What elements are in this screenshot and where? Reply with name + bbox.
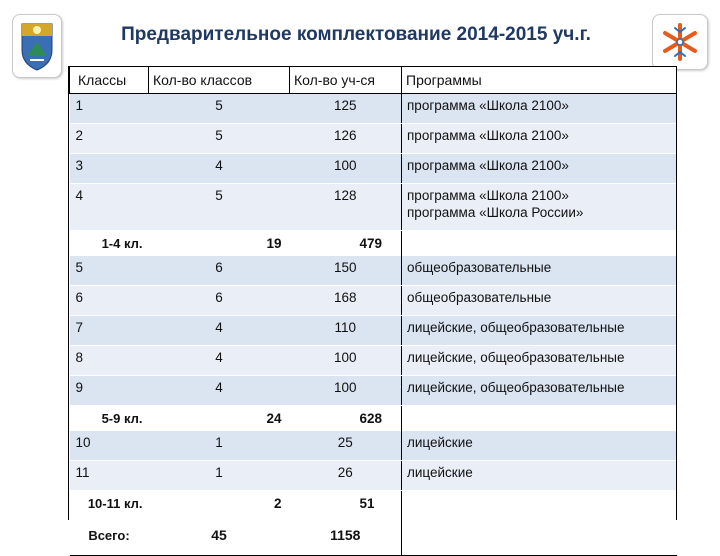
- cell-program: лицейские, общеобразовательные: [402, 376, 677, 406]
- subtotal-row: [70, 491, 677, 516]
- cell-student-count: 128: [290, 184, 402, 231]
- table-row: [70, 316, 677, 346]
- cell-class-count: 1: [149, 461, 290, 491]
- cell-program: [402, 184, 677, 231]
- cell-class-count: 6: [149, 256, 290, 286]
- subtotal-row: [70, 231, 677, 256]
- coat-of-arms-icon: [18, 20, 56, 72]
- cell-program: общеобразовательные: [402, 286, 677, 316]
- cell-program: программа «Школа 2100»: [402, 124, 677, 154]
- table-header-row: [70, 67, 677, 94]
- subtotal-program-cell: [402, 231, 677, 256]
- cell-student-count: 100: [290, 376, 402, 406]
- cell-class: 9: [70, 376, 149, 406]
- cell-class: 3: [70, 154, 149, 184]
- cell-class-count: 5: [149, 124, 290, 154]
- table-row: [70, 286, 677, 316]
- school-logo: [652, 14, 708, 70]
- program-line: программа «Школа России»: [407, 205, 584, 220]
- cell-program: общеобразовательные: [402, 256, 677, 286]
- cell-student-count: 168: [290, 286, 402, 316]
- cell-program: программа «Школа 2100»: [402, 94, 677, 124]
- subtotal-classes: 19: [149, 231, 290, 256]
- snowflake-logo-icon: [658, 20, 702, 64]
- subtotal-label: 1-4 кл.: [70, 231, 149, 256]
- table-row: [70, 461, 677, 491]
- cell-class-count: 4: [149, 316, 290, 346]
- cell-class-count: 4: [149, 154, 290, 184]
- cell-class-count: 4: [149, 346, 290, 376]
- total-students: 1158: [290, 515, 402, 556]
- total-program-cell: [402, 515, 677, 556]
- cell-class: 7: [70, 316, 149, 346]
- cell-program: лицейские: [402, 431, 677, 461]
- table-row: [70, 184, 677, 231]
- header-student-count: Кол-во уч-ся: [290, 67, 402, 94]
- cell-class-count: 4: [149, 376, 290, 406]
- cell-class: 6: [70, 286, 149, 316]
- total-label: Всего:: [70, 515, 149, 556]
- subtotal-label: 5-9 кл.: [70, 406, 149, 431]
- grand-total-row: [70, 515, 677, 556]
- table-row: [70, 94, 677, 124]
- subtotal-program-cell: [402, 406, 677, 431]
- page-title: Предварительное комплектование 2014-2015 уч.г.: [121, 24, 591, 45]
- cell-program: лицейские: [402, 461, 677, 491]
- cell-class: 4: [70, 184, 149, 231]
- cell-class-count: 5: [149, 184, 290, 231]
- cell-student-count: 125: [290, 94, 402, 124]
- table-row: [70, 431, 677, 461]
- cell-class-count: 1: [149, 431, 290, 461]
- cell-student-count: 25: [290, 431, 402, 461]
- cell-program: лицейские, общеобразовательные: [402, 346, 677, 376]
- cell-class: 1: [70, 94, 149, 124]
- subtotal-students: 628: [290, 406, 402, 431]
- table-row: [70, 124, 677, 154]
- table-row: [70, 256, 677, 286]
- table-row: [70, 154, 677, 184]
- cell-student-count: 110: [290, 316, 402, 346]
- header-class-count: Кол-во классов: [149, 67, 290, 94]
- subtotal-row: [70, 406, 677, 431]
- cell-class: 5: [70, 256, 149, 286]
- cell-student-count: 150: [290, 256, 402, 286]
- program-line: программа «Школа 2100»: [407, 188, 569, 203]
- enrollment-table: [69, 66, 677, 556]
- table-row: [70, 376, 677, 406]
- cell-student-count: 100: [290, 154, 402, 184]
- cell-class: 2: [70, 124, 149, 154]
- cell-student-count: 100: [290, 346, 402, 376]
- cell-class: 11: [70, 461, 149, 491]
- cell-student-count: 26: [290, 461, 402, 491]
- subtotal-students: 479: [290, 231, 402, 256]
- cell-class: 10: [70, 431, 149, 461]
- subtotal-classes: 2: [149, 491, 290, 516]
- cell-program: программа «Школа 2100»: [402, 154, 677, 184]
- cell-program: лицейские, общеобразовательные: [402, 316, 677, 346]
- header-programs: Программы: [402, 67, 677, 94]
- header-classes: Классы: [70, 67, 149, 94]
- subtotal-label: 10-11 кл.: [70, 491, 149, 516]
- cell-class-count: 5: [149, 94, 290, 124]
- cell-class-count: 6: [149, 286, 290, 316]
- subtotal-classes: 24: [149, 406, 290, 431]
- cell-student-count: 126: [290, 124, 402, 154]
- coat-of-arms-emblem: [12, 14, 62, 78]
- table-row: [70, 346, 677, 376]
- subtotal-students: 51: [290, 491, 402, 516]
- total-classes: 45: [149, 515, 290, 556]
- cell-class: 8: [70, 346, 149, 376]
- subtotal-program-cell: [402, 491, 677, 516]
